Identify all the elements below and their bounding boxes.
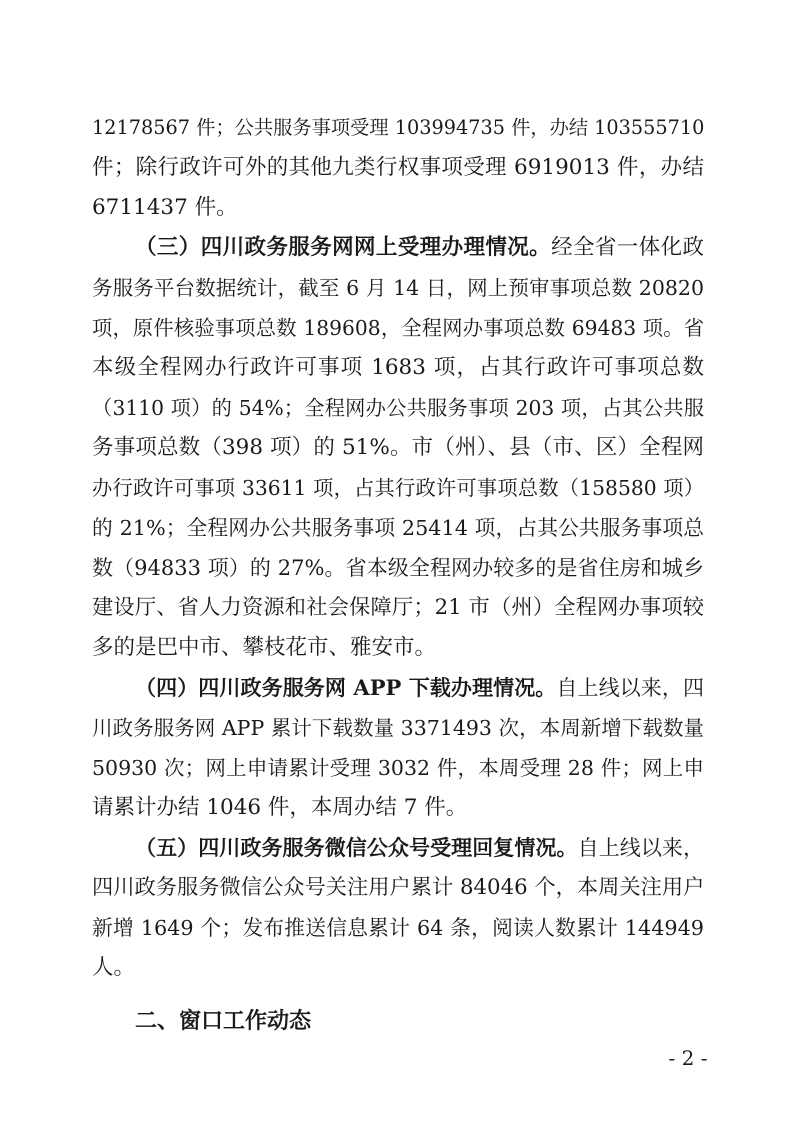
paragraph-line: 50930 次；网上申请累计受理 3032 件，本周受理 28 件；网上申 bbox=[92, 756, 704, 780]
paragraph-line: 四川政务服务微信公众号关注用户累计 84046 个，本周关注用户 bbox=[92, 875, 705, 900]
paragraph-line: 数（94833 项）的 27%。省本级全程网办较多的是省住房和城乡 bbox=[92, 556, 704, 580]
paragraph-line: 务事项总数（398 项）的 51%。市（州）、县（市、区）全程网 bbox=[92, 435, 704, 460]
paragraph-line: 本级全程网办行政许可事项 1683 项，占其行政许可事项总数 bbox=[92, 355, 704, 380]
paragraph-line: 件；除行政许可外的其他九类行权事项受理 6919013 件，办结 bbox=[92, 155, 704, 180]
section-heading: 二、窗口工作动态 bbox=[135, 1009, 312, 1034]
paragraph-line bbox=[135, 668, 704, 708]
paragraph-line: 的 21%；全程网办公共服务事项 25414 项，占其公共服务事项总 bbox=[92, 516, 704, 540]
paragraph-line: 新增 1649 个；发布推送信息累计 64 条，阅读人数累计 144949 bbox=[92, 916, 704, 940]
paragraph-line: 请累计办结 1046 件，本周办结 7 件。 bbox=[92, 795, 468, 820]
paragraph-text: 经全省一体化政 bbox=[551, 235, 704, 260]
paragraph-text: 自上线以来，四 bbox=[556, 676, 705, 700]
paragraph-line: 项，原件核验事项总数 189608，全程网办事项总数 69483 项。省 bbox=[92, 316, 704, 340]
paragraph-text: 自上线以来， bbox=[577, 836, 705, 860]
section-subheading: （三）四川政务服务网网上受理办理情况。 bbox=[135, 235, 552, 260]
paragraph-line: 多的是巴中市、攀枝花市、雅安市。 bbox=[92, 635, 437, 660]
page-number: - 2 - bbox=[668, 1046, 708, 1070]
paragraph-line bbox=[135, 228, 704, 268]
section-subheading: （五）四川政务服务微信公众号受理回复情况。 bbox=[135, 835, 578, 860]
paragraph-line: 12178567 件；公共服务事项受理 103994735 件，办结 103555710 bbox=[92, 116, 705, 139]
paragraph-line: 川政务服务网 APP 累计下载数量 3371493 次，本周新增下载数量 bbox=[92, 716, 704, 740]
paragraph-line: 6711437 件。 bbox=[92, 195, 238, 220]
paragraph-line: 办行政许可事项 33611 项，占其行政许可事项总数（158580 项） bbox=[92, 476, 704, 500]
paragraph-line bbox=[135, 828, 704, 868]
section-subheading: （四）四川政务服务网 APP 下载办理情况。 bbox=[135, 675, 557, 700]
paragraph-line: 人。 bbox=[92, 955, 136, 980]
paragraph-line: 建设厅、省人力资源和社会保障厅；21 市（州）全程网办事项较 bbox=[92, 595, 704, 620]
paragraph-line: 务服务平台数据统计，截至 6 月 14 日，网上预审事项总数 20820 bbox=[92, 276, 704, 300]
paragraph-line: （3110 项）的 54%；全程网办公共服务事项 203 项，占其公共服 bbox=[92, 396, 704, 420]
